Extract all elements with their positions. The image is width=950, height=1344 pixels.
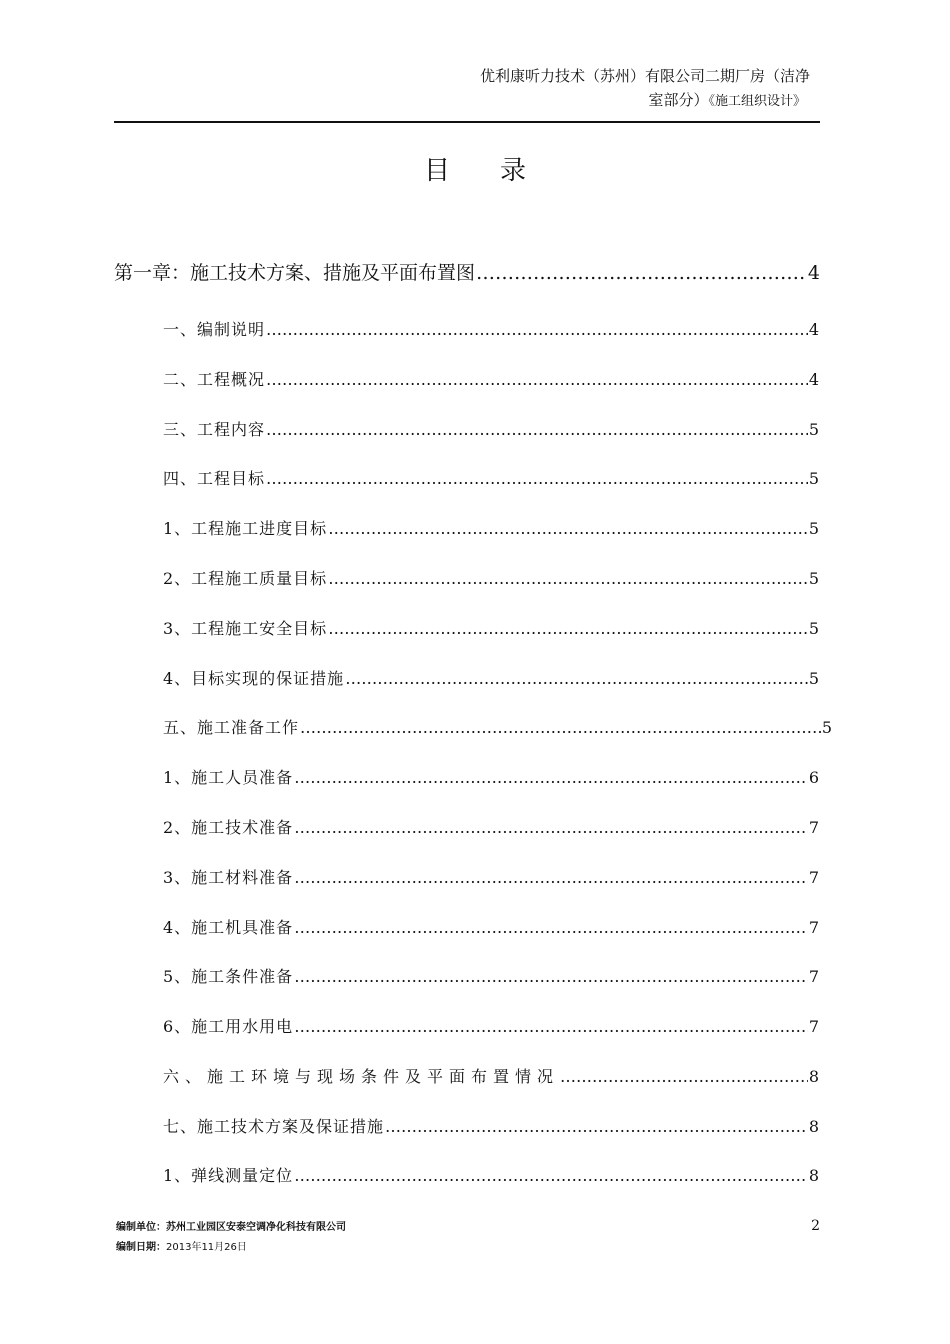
page-number: 2 [811,1218,820,1234]
toc-entry[interactable] [163,666,820,689]
page-footer [116,1218,820,1258]
toc-entry-label: 四、工程目标 [163,469,266,488]
toc-entry-label: 5、施工条件准备 [163,967,294,986]
toc-leader-dots [385,1117,808,1136]
toc-entry[interactable] [163,964,820,987]
toc-leader-dots [560,1067,808,1086]
toc-entry-page: 7 [808,868,820,887]
toc-leader-dots [266,469,808,488]
document-title: 目录 [423,156,576,186]
header-line-2 [114,88,820,114]
toc-entry[interactable] [163,466,820,489]
toc-entry-page: 5 [821,718,833,737]
toc-leader-dots [294,768,808,787]
toc-entry-page: 4 [808,320,820,339]
toc-leader-dots [300,718,821,737]
toc-leader-dots [266,420,808,439]
toc-entry-page: 5 [808,420,820,439]
toc-leader-dots [294,868,808,887]
toc-entry[interactable] [163,317,820,340]
toc-entry-page: 7 [808,967,820,986]
toc-leader-dots [294,1017,808,1036]
toc-entry-page: 5 [808,669,820,688]
toc-entry-page: 8 [808,1067,820,1086]
toc-leader-dots [328,519,808,538]
footer-unit-value: 苏州工业园区安泰空调净化科技有限公司 [166,1222,346,1233]
footer-unit-label: 编制单位： [116,1222,166,1233]
toc-entry-label: 七、施工技术方案及保证措施 [163,1117,385,1136]
toc-entry[interactable] [163,1114,820,1137]
page-header [114,64,820,114]
toc-entry-page: 6 [808,768,820,787]
header-rule [114,121,820,123]
toc-entry-label: 第一章：施工技术方案、措施及平面布置图 [114,262,476,284]
toc-leader-dots [266,320,808,339]
toc-entry-label: 4、目标实现的保证措施 [163,669,345,688]
toc-entry[interactable] [163,616,820,639]
toc-entry-page: 8 [808,1117,820,1136]
toc-entry-label: 2、施工技术准备 [163,818,294,837]
toc-entry[interactable] [163,367,820,390]
header-line-1: 优利康听力技术（苏州）有限公司二期厂房（洁净 [479,67,810,85]
toc-entry-label: 五、施工准备工作 [163,718,300,737]
toc-entry[interactable] [163,417,820,440]
toc-entry-label: 1、施工人员准备 [163,768,294,787]
toc-entry-page: 7 [808,818,820,837]
toc-entry-page: 4 [807,262,820,284]
footer-date [116,1238,820,1258]
toc-entry-label: 3、施工材料准备 [163,868,294,887]
toc-entry-page: 8 [808,1166,820,1185]
footer-date-label: 编制日期： [116,1242,166,1253]
toc-entry-label: 6、施工用水用电 [163,1017,294,1036]
toc-entry-page: 5 [808,619,820,638]
toc-entry[interactable] [163,815,820,838]
toc-leader-dots [345,669,808,688]
toc-entry-page: 5 [808,569,820,588]
toc-entry[interactable] [163,765,820,788]
toc-entry[interactable] [163,915,820,938]
toc-entry-page: 7 [808,918,820,937]
header-line-2-subtitle: 《施工组织设计》 [708,94,806,109]
toc-leader-dots [266,370,808,389]
toc-entry-page: 5 [808,469,820,488]
toc-entry-label: 1、弹线测量定位 [163,1166,294,1185]
toc-entry-chapter-1[interactable] [114,258,820,285]
toc-entry-label: 3、工程施工安全目标 [163,619,328,638]
toc-entry-page: 4 [808,370,820,389]
toc-entry-label: 六、施工环境与现场条件及平面布置情况 [163,1067,560,1086]
toc-leader-dots [294,918,808,937]
toc-entry[interactable] [163,1014,820,1037]
toc-entry[interactable] [163,566,820,589]
toc-entry[interactable] [163,516,820,539]
toc-entry[interactable] [163,1064,820,1087]
toc-leader-dots [294,818,808,837]
toc-leader-dots [476,262,807,285]
toc-entry[interactable] [163,715,833,738]
toc-leader-dots [328,569,808,588]
footer-date-value: 2013年11月26日 [166,1242,247,1253]
toc-leader-dots [294,1166,808,1185]
toc-entry-label: 2、工程施工质量目标 [163,569,328,588]
toc-entry-label: 4、施工机具准备 [163,918,294,937]
toc-entry[interactable] [163,865,820,888]
toc-entry-label: 1、工程施工进度目标 [163,519,328,538]
header-line-2-main: 室部分） [648,91,709,109]
toc-leader-dots [294,967,808,986]
toc-entry-label: 三、工程内容 [163,420,266,439]
toc-leader-dots [328,619,808,638]
toc-entry-page: 7 [808,1017,820,1036]
toc-entry-page: 5 [808,519,820,538]
toc-entry-label: 二、工程概况 [163,370,266,389]
toc-entry[interactable] [163,1163,820,1186]
footer-unit [116,1218,820,1238]
toc-entry-label: 一、编制说明 [163,320,266,339]
